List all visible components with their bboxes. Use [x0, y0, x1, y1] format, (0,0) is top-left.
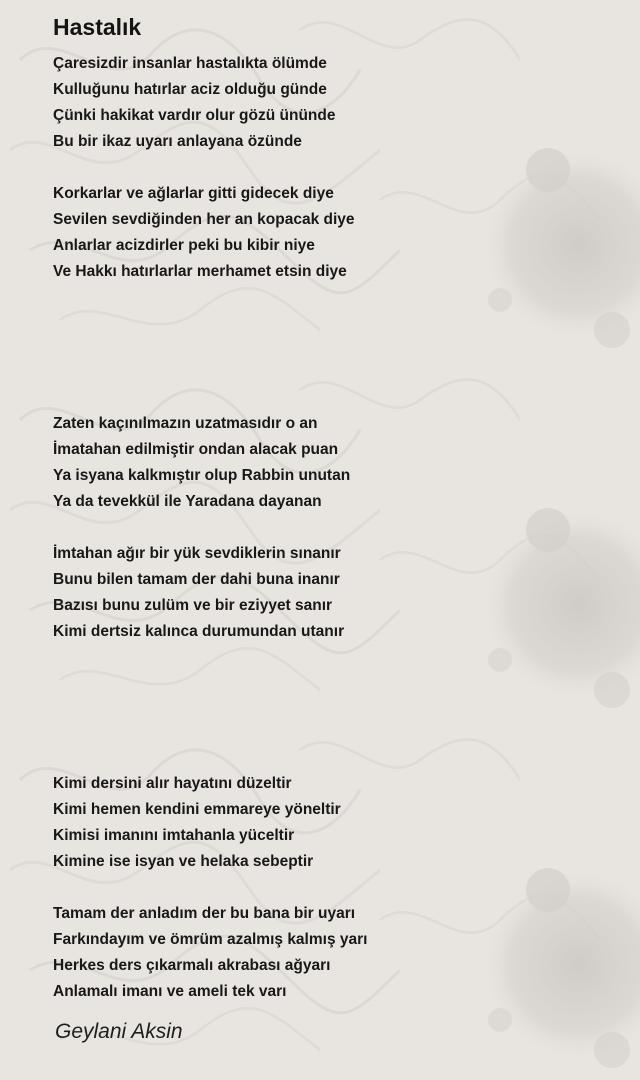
stanza-4	[53, 541, 344, 645]
poem-line: Korkarlar ve ağlarlar gitti gidecek diye	[53, 185, 334, 202]
stanza-3	[53, 411, 350, 515]
poem-line: Bazısı bunu zulüm ve bir eziyyet sanır	[53, 597, 333, 614]
poem-line: Ya da tevekkül ile Yaradana dayanan	[53, 493, 322, 510]
poem-line: Kimi dertsiz kalınca durumundan utanır	[53, 623, 345, 640]
poem-author: Geylani Aksin	[55, 1020, 183, 1043]
poem-line: Sevilen sevdiğinden her an kopacak diye	[53, 211, 355, 228]
stanza-5	[53, 771, 341, 875]
stanza-1	[53, 51, 335, 155]
poem-line: Çaresizdir insanlar hastalıkta ölümde	[53, 55, 327, 72]
poem-line: Kimisi imanını imtahanla yüceltir	[53, 827, 295, 844]
poem-line: Anlamalı imanı ve ameli tek varı	[53, 983, 287, 1000]
poem-line: Ve Hakkı hatırlarlar merhamet etsin diye	[53, 263, 347, 280]
poem-line: Zaten kaçınılmazın uzatmasıdır o an	[53, 415, 318, 432]
poem-line: Kimine ise isyan ve helaka sebeptir	[53, 853, 314, 870]
poem-line: Çünki hakikat vardır olur gözü ününde	[53, 107, 336, 124]
poem-line: Bunu bilen tamam der dahi buna inanır	[53, 571, 340, 588]
poem-line: İmtahan ağır bir yük sevdiklerin sınanır	[53, 545, 341, 562]
poem-line: Farkındayım ve ömrüm azalmış kalmış yarı	[53, 931, 368, 948]
poem-line: Ya isyana kalkmıştır olup Rabbin unutan	[53, 467, 351, 484]
poem-line: Kulluğunu hatırlar aciz olduğu günde	[53, 81, 327, 98]
poem-line: İmatahan edilmiştir ondan alacak puan	[53, 441, 339, 458]
poem-line: Herkes ders çıkarmalı akrabası ağyarı	[53, 957, 331, 974]
stanza-6	[53, 901, 367, 1005]
poem-line: Anlarlar acizdirler peki bu kibir niye	[53, 237, 315, 254]
poem-line: Kimi dersini alır hayatını düzeltir	[53, 775, 292, 792]
poem-line: Bu bir ikaz uyarı anlayana özünde	[53, 133, 302, 150]
poem-line: Tamam der anladım der bu bana bir uyarı	[53, 905, 356, 922]
stanza-2	[53, 181, 355, 285]
poem-line: Kimi hemen kendini emmareye yöneltir	[53, 801, 341, 818]
poem-title: Hastalık	[53, 14, 142, 40]
